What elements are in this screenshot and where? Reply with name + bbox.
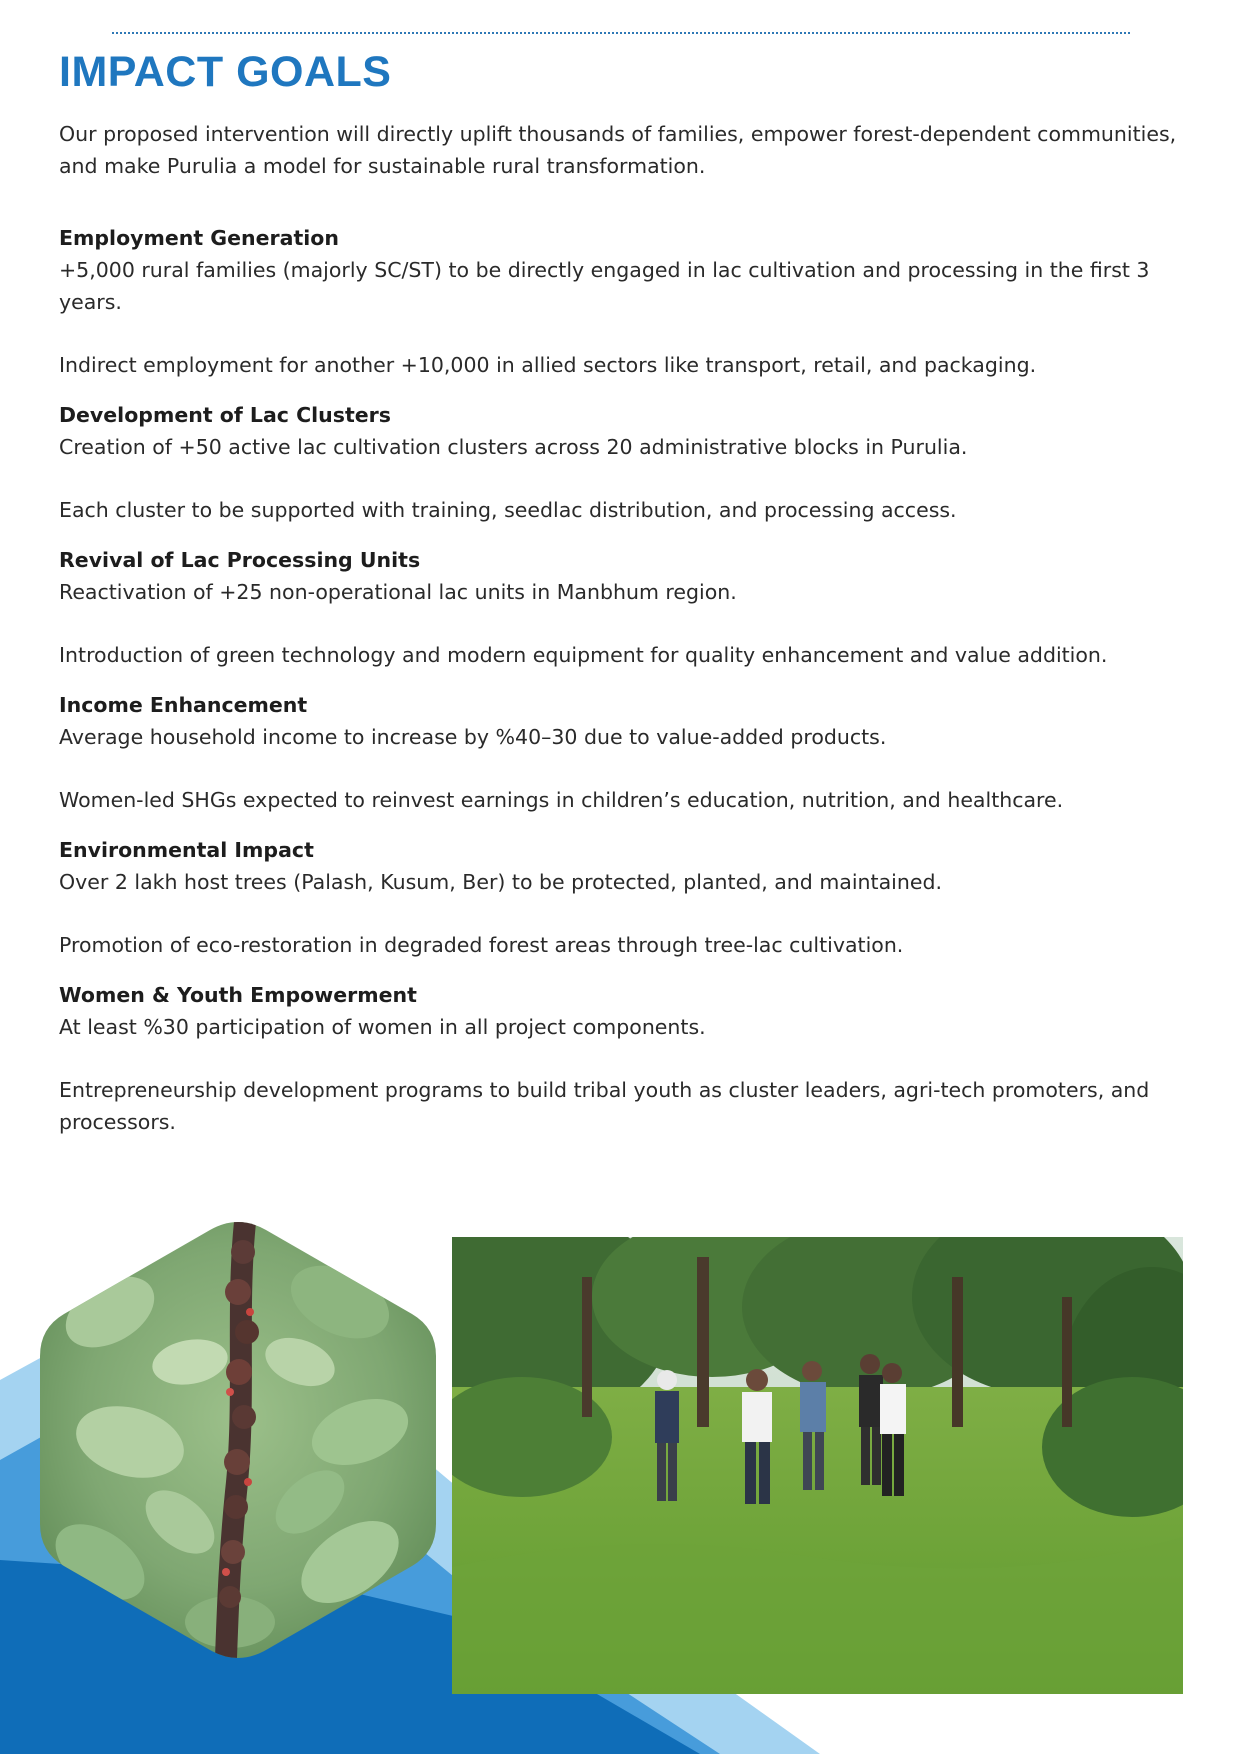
section-paragraph: Women-led SHGs expected to reinvest earnings in children’s education, nutrition, and healthcare. xyxy=(59,788,1064,812)
section-heading: Development of Lac Clusters xyxy=(59,403,391,427)
section-paragraph: Reactivation of +25 non-operational lac units in Manbhum region. xyxy=(59,580,737,604)
section-lac-clusters xyxy=(59,399,1189,526)
section-paragraph: Over 2 lakh host trees (Palash, Kusum, Ber) to be protected, planted, and maintained. xyxy=(59,870,942,894)
section-processing-units xyxy=(59,544,1189,671)
section-women-youth xyxy=(59,979,1189,1138)
section-heading: Income Enhancement xyxy=(59,693,308,717)
section-paragraph: Entrepreneurship development programs to build tribal youth as cluster leaders, agri-tech promoters, and processors. xyxy=(59,1078,1150,1134)
lac-twig-photo xyxy=(40,1222,436,1658)
section-heading: Women & Youth Empowerment xyxy=(59,983,417,1007)
section-paragraph: +5,000 rural families (majorly SC/ST) to be directly engaged in lac cultivation and processing in the first 3 years. xyxy=(59,258,1150,314)
section-paragraph: Each cluster to be supported with training, seedlac distribution, and processing access. xyxy=(59,498,957,522)
section-income-enhancement xyxy=(59,689,1189,816)
section-heading: Revival of Lac Processing Units xyxy=(59,548,421,572)
field-visit-photo xyxy=(452,1237,1183,1694)
section-paragraph: Creation of +50 active lac cultivation clusters across 20 administrative blocks in Purulia. xyxy=(59,435,968,459)
section-paragraph: Indirect employment for another +10,000 in allied sectors like transport, retail, and packaging. xyxy=(59,353,1037,377)
section-environmental-impact xyxy=(59,834,1189,961)
section-paragraph: Introduction of green technology and modern equipment for quality enhancement and value addition. xyxy=(59,643,1108,667)
section-employment-generation xyxy=(59,222,1189,381)
intro-paragraph: Our proposed intervention will directly uplift thousands of families, empower forest-dependent communities, and make Purulia a model for sustainable rural transformation. xyxy=(59,122,1177,178)
section-paragraph: Average household income to increase by %40–30 due to value-added products. xyxy=(59,725,887,749)
section-heading: Environmental Impact xyxy=(59,838,314,862)
page-title: IMPACT GOALS xyxy=(59,48,392,96)
impact-goals-list xyxy=(59,222,1189,1156)
dotted-divider xyxy=(112,32,1130,34)
section-paragraph: At least %30 participation of women in all project components. xyxy=(59,1015,706,1039)
section-paragraph: Promotion of eco-restoration in degraded forest areas through tree-lac cultivation. xyxy=(59,933,904,957)
section-heading: Employment Generation xyxy=(59,226,339,250)
